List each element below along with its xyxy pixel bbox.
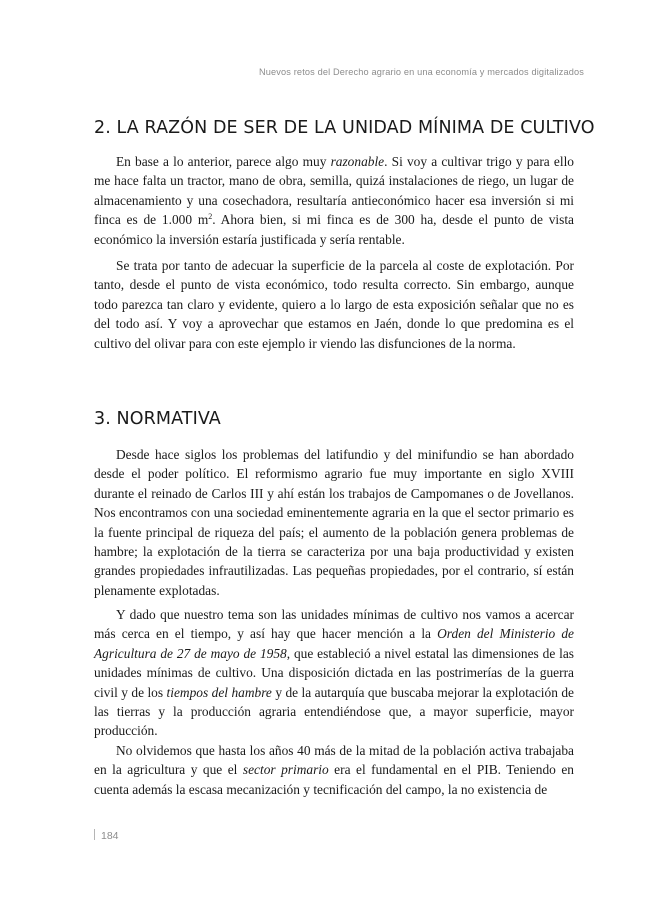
paragraph-3-1 (94, 445, 574, 600)
paragraph-text: Se trata por tanto de adecuar la superficie de la parcela al coste de explotación. Por tanto, desde el punto de vista económico, todo resulta correcto. Sin embargo, aunque todo parezca tan claro y evidente, quiero a lo largo de esta exposición señalar que no es del todo así. Y voy a aprovechar que estamos en Jaén, donde lo que predomina es el cultivo del olivar para con este ejemplo ir viendo las disfunciones de la norma. (94, 258, 574, 351)
paragraph-2-1 (94, 152, 574, 249)
page-number (94, 829, 119, 842)
emphasis-text: tiempos del hambre (166, 684, 272, 700)
text-run: . Ahora bien, si mi finca es de 300 ha, desde el punto de vista económico la inversión estaría justificada y sería rentable. (94, 212, 574, 247)
text-run: y de la autarquía que buscaba mejorar la explotación de las tierras y la producción agraria entendiéndose que, a mayor superficie, mayor producción. (94, 684, 575, 739)
text-run: Y dado que nuestro tema son las unidades mínimas de cultivo nos vamos a acercar más cerca en el tiempo, y así hay que hacer mención a la (94, 607, 574, 642)
folio-divider (94, 829, 95, 840)
running-header: Nuevos retos del Derecho agrario en una economía y mercados digitalizados (258, 67, 584, 77)
emphasis-text: razonable (330, 154, 385, 169)
paragraph-text (94, 152, 574, 249)
emphasis-text: sector primario (242, 762, 329, 778)
section-title-2: 2. LA RAZÓN DE SER DE LA UNIDAD MÍNIMA DE CULTIVO (94, 118, 595, 138)
paragraph-3-2 (94, 605, 574, 741)
superscript: 2 (208, 212, 213, 222)
text-run: , que estableció a nivel estatal las dimensiones de las unidades mínimas de cultivo. Una disposición dictada en las postrimerías de la guerra civil y de los (94, 645, 574, 700)
paragraph-2-2 (94, 256, 574, 353)
text-run: No olvidemos que hasta los años 40 más de la mitad de la población activa trabajaba en la agricultura y que el (94, 743, 574, 778)
paragraph-text: Desde hace siglos los problemas del latifundio y del minifundio se han abordado desde el poder político. El reformismo agrario fue muy importante en siglo XVIII durante el reinado de Carlos III y ahí están los trabajos de Campomanes o de Jovellanos. Nos encontramos con una sociedad eminentemente agraria en la que el sector primario es la fuente principal de riqueza del país; el aumento de la población genera problemas de hambre; la explotación de la tierra se caracteriza por una baja productividad y existen grandes propiedades infrautilizadas. Las pequeñas propiedades, por el contrario, sí están plenamente explotadas. (94, 447, 574, 598)
section-title-3: 3. NORMATIVA (94, 409, 221, 429)
paragraph-text (94, 741, 574, 799)
emphasis-text: Orden del Ministerio de Agricultura de 27 de mayo de 1958 (94, 626, 574, 661)
text-run: era el fundamental en el PIB. Teniendo en cuenta además la escasa mecanización y tecnificación del campo, la no existencia de (94, 762, 574, 797)
paragraph-3-3 (94, 741, 574, 799)
page-number-text: 184 (101, 830, 119, 842)
text-run: . Si voy a cultivar trigo y para ello me hace falta un tractor, mano de obra, semilla, quizá instalaciones de riego, un lugar de almacenamiento y una cosechadora, resultaría antieconómico hacer esa inversión si mi finca es de 1.000 m (94, 154, 574, 228)
text-run: En base a lo anterior, parece algo muy (116, 154, 331, 169)
paragraph-text (94, 605, 574, 741)
